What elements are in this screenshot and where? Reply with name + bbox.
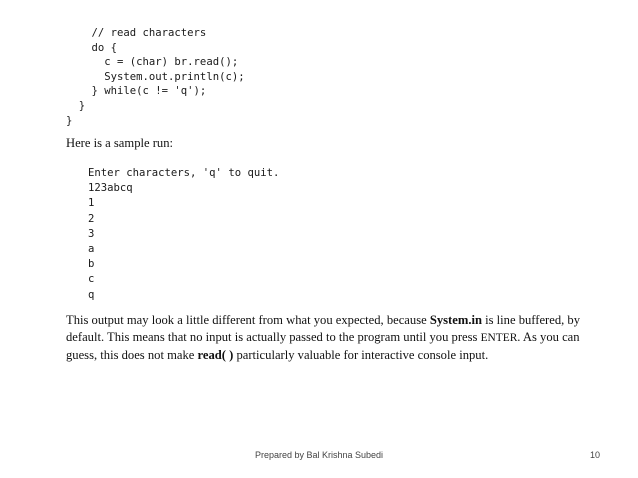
paragraph-text: This output may look a little different from what you expected, because — [66, 313, 430, 327]
output-line: a — [88, 243, 95, 256]
sample-run-output — [88, 166, 279, 303]
output-line: q — [88, 288, 95, 301]
code-line: // read characters — [66, 27, 207, 39]
code-line: System.out.println(c); — [66, 70, 245, 83]
output-line: b — [88, 258, 95, 271]
paragraph-text: . As you can guess, this does not make — [66, 330, 580, 363]
explanation-paragraph — [66, 312, 596, 365]
code-line: } while(c != 'q'); — [66, 85, 207, 98]
paragraph-text: particularly valuable for interactive console input. — [233, 348, 489, 363]
code-line: c = (char) br.read(); — [66, 56, 239, 69]
read-method-term: read( ) — [197, 348, 234, 363]
system-in-term: System.in — [429, 313, 482, 327]
output-line: Enter characters, 'q' to quit. — [88, 167, 280, 179]
page-number: 10 — [590, 450, 601, 460]
output-line: 3 — [88, 227, 95, 240]
code-listing — [66, 26, 245, 128]
output-line: 2 — [88, 212, 95, 225]
output-line: 123abcq — [88, 182, 133, 195]
output-line: c — [88, 273, 95, 286]
code-line: } — [66, 114, 73, 127]
code-line: do { — [66, 41, 118, 54]
output-line: 1 — [88, 197, 95, 210]
footer-author: Prepared by Bal Krishna Subedi — [254, 450, 384, 460]
code-line: } — [66, 99, 86, 112]
sample-run-intro: Here is a sample run: — [66, 136, 174, 150]
enter-key-term: ENTER — [480, 332, 518, 345]
paragraph-text: is line buffered, by default. This means that no input is actually passed to the program until you press — [66, 313, 581, 345]
